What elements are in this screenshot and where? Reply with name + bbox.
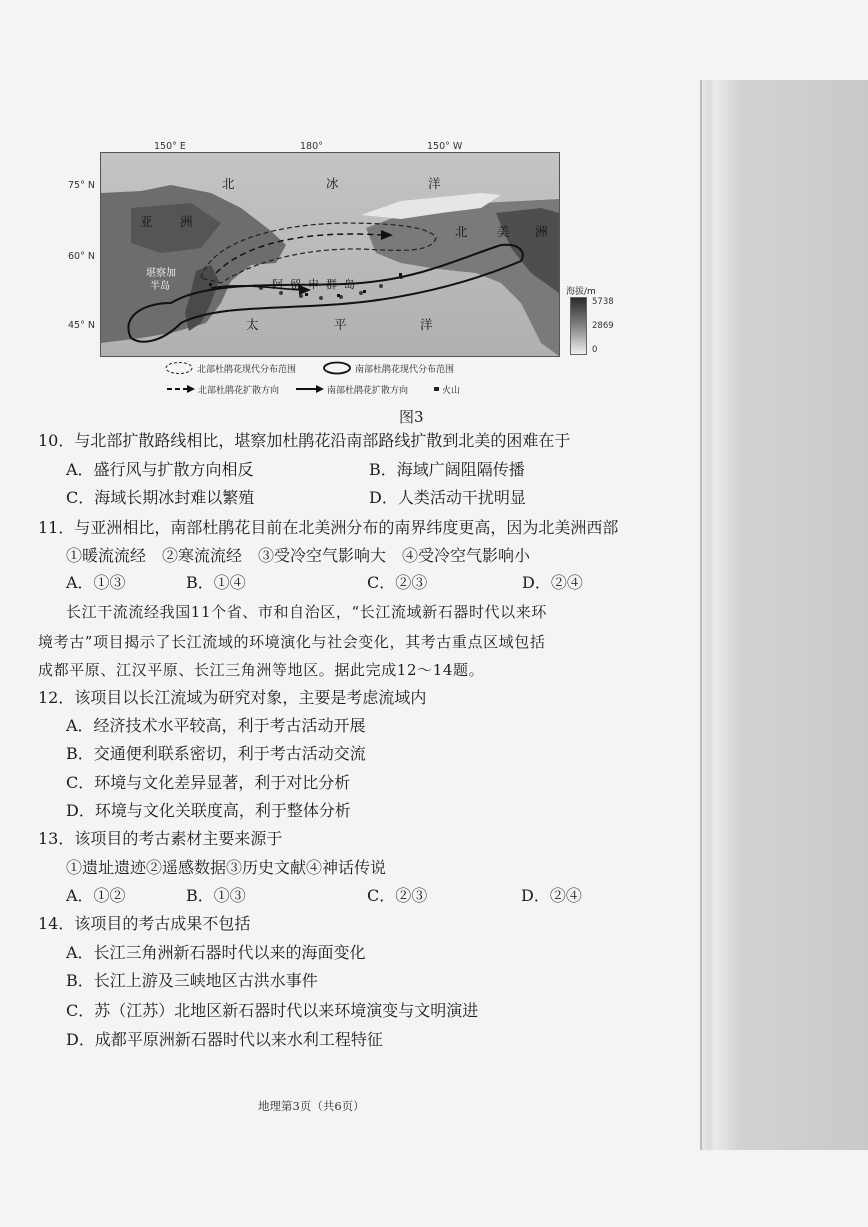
label-aleutian: 阿留申群岛 xyxy=(272,278,362,291)
label-yang-pacific: 洋 xyxy=(420,317,433,332)
legend-north-range-label: 北部杜鹃花现代分布范围 xyxy=(197,365,297,375)
scan-edge-line xyxy=(700,80,702,1150)
legend-north-dir-symbol xyxy=(166,384,196,394)
label-ping: 平 xyxy=(334,317,347,332)
label-yang-arctic: 洋 xyxy=(428,176,441,191)
elevation-max: 5738 xyxy=(592,297,614,307)
passage-line-2: 境考古”项目揭示了长江流域的环境演化与社会变化，其考古重点区域包括 xyxy=(38,633,546,651)
q13-option-c: C．②③ xyxy=(367,886,428,905)
q11-option-b: B．①④ xyxy=(186,573,246,592)
legend-volcano-label: 火山 xyxy=(442,386,461,396)
scan-edge-shadow xyxy=(700,80,868,1150)
q13-option-a: A．①② xyxy=(66,886,126,905)
q11-option-d: D．②④ xyxy=(522,573,583,592)
label-bing: 冰 xyxy=(326,176,339,191)
lat-label-75n: 75° N xyxy=(68,180,95,191)
q10-option-b: B．海域广阔阻隔传播 xyxy=(369,460,525,479)
q14-option-b: B．长江上游及三峡地区古洪水事件 xyxy=(66,971,318,990)
q12-option-d: D．环境与文化关联度高，利于整体分析 xyxy=(66,801,351,820)
legend-north-dir-label: 北部杜鹃花扩散方向 xyxy=(198,386,280,396)
elevation-title: 海拔/m xyxy=(566,287,596,297)
q10-option-c: C．海域长期冰封难以繁殖 xyxy=(66,488,255,507)
elevation-mid: 2869 xyxy=(592,321,614,331)
q12-stem: 12．该项目以长江流域为研究对象，主要是考虑流域内 xyxy=(38,688,427,707)
legend-south-dir-symbol xyxy=(295,384,325,394)
label-bei-na: 北 xyxy=(455,224,468,239)
q10-option-a: A．盛行风与扩散方向相反 xyxy=(66,460,254,479)
q13-option-b: B．①③ xyxy=(186,886,246,905)
q13-stem: 13．该项目的考古素材主要来源于 xyxy=(38,829,283,848)
passage-line-1: 长江干流流经我国11个省、市和自治区，“长江流域新石器时代以来环 xyxy=(66,603,547,621)
q10-stem: 10．与北部扩散路线相比，堪察加杜鹃花沿南部路线扩散到北美的困难在于 xyxy=(38,431,571,450)
label-mei: 美 xyxy=(497,224,510,239)
q10-option-d: D．人类活动干扰明显 xyxy=(369,488,526,507)
q13-items: ①遗址遗迹②遥感数据③历史文献④神话传说 xyxy=(66,858,387,877)
q11-option-a: A．①③ xyxy=(66,573,126,592)
label-kamchatka-1: 堪察加 xyxy=(146,268,176,279)
label-tai: 太 xyxy=(246,317,259,332)
lat-label-60n: 60° N xyxy=(68,251,95,262)
page-footer: 地理第3页（共6页） xyxy=(258,1099,365,1113)
lon-label-150e: 150° E xyxy=(154,141,186,152)
lon-label-180: 180° xyxy=(300,141,323,152)
legend-south-range-label: 南部杜鹃花现代分布范围 xyxy=(355,365,455,375)
q14-option-a: A．长江三角洲新石器时代以来的海面变化 xyxy=(66,943,366,962)
q11-stem: 11．与亚洲相比，南部杜鹃花目前在北美洲分布的南界纬度更高，因为北美洲西部 xyxy=(38,518,619,537)
lon-label-150w: 150° W xyxy=(427,141,463,152)
q12-option-b: B．交通便利联系密切，利于考古活动交流 xyxy=(66,744,366,763)
q13-option-d: D．②④ xyxy=(521,886,582,905)
label-zhou-asia: 洲 xyxy=(180,214,193,229)
legend-south-range-symbol xyxy=(322,361,352,375)
label-ya: 亚 xyxy=(140,214,153,229)
lat-label-45n: 45° N xyxy=(68,320,95,331)
passage-line-3: 成都平原、江汉平原、长江三角洲等地区。据此完成12～14题。 xyxy=(38,661,485,679)
legend-volcano-symbol xyxy=(434,387,439,391)
q11-items: ①暖流流经 ②寒流流经 ③受冷空气影响大 ④受冷空气影响小 xyxy=(66,546,531,565)
q14-stem: 14．该项目的考古成果不包括 xyxy=(38,914,251,933)
label-bei: 北 xyxy=(222,176,235,191)
q14-option-c: C．苏（江苏）北地区新石器时代以来环境演变与文明演进 xyxy=(66,1001,479,1020)
q14-option-d: D．成都平原洲新石器时代以来水利工程特征 xyxy=(66,1030,383,1049)
label-kamchatka-2: 半岛 xyxy=(150,281,170,292)
q12-option-c: C．环境与文化差异显著，利于对比分析 xyxy=(66,773,351,792)
figure-caption: 图3 xyxy=(399,408,424,426)
q12-option-a: A．经济技术水平较高，利于考古活动开展 xyxy=(66,716,366,735)
legend-north-range-symbol xyxy=(164,361,194,375)
elevation-colorbar xyxy=(570,297,587,355)
label-zhou-na: 洲 xyxy=(535,224,548,239)
elevation-min: 0 xyxy=(592,345,598,355)
q11-option-c: C．②③ xyxy=(367,573,428,592)
legend-south-dir-label: 南部杜鹃花扩散方向 xyxy=(327,386,409,396)
